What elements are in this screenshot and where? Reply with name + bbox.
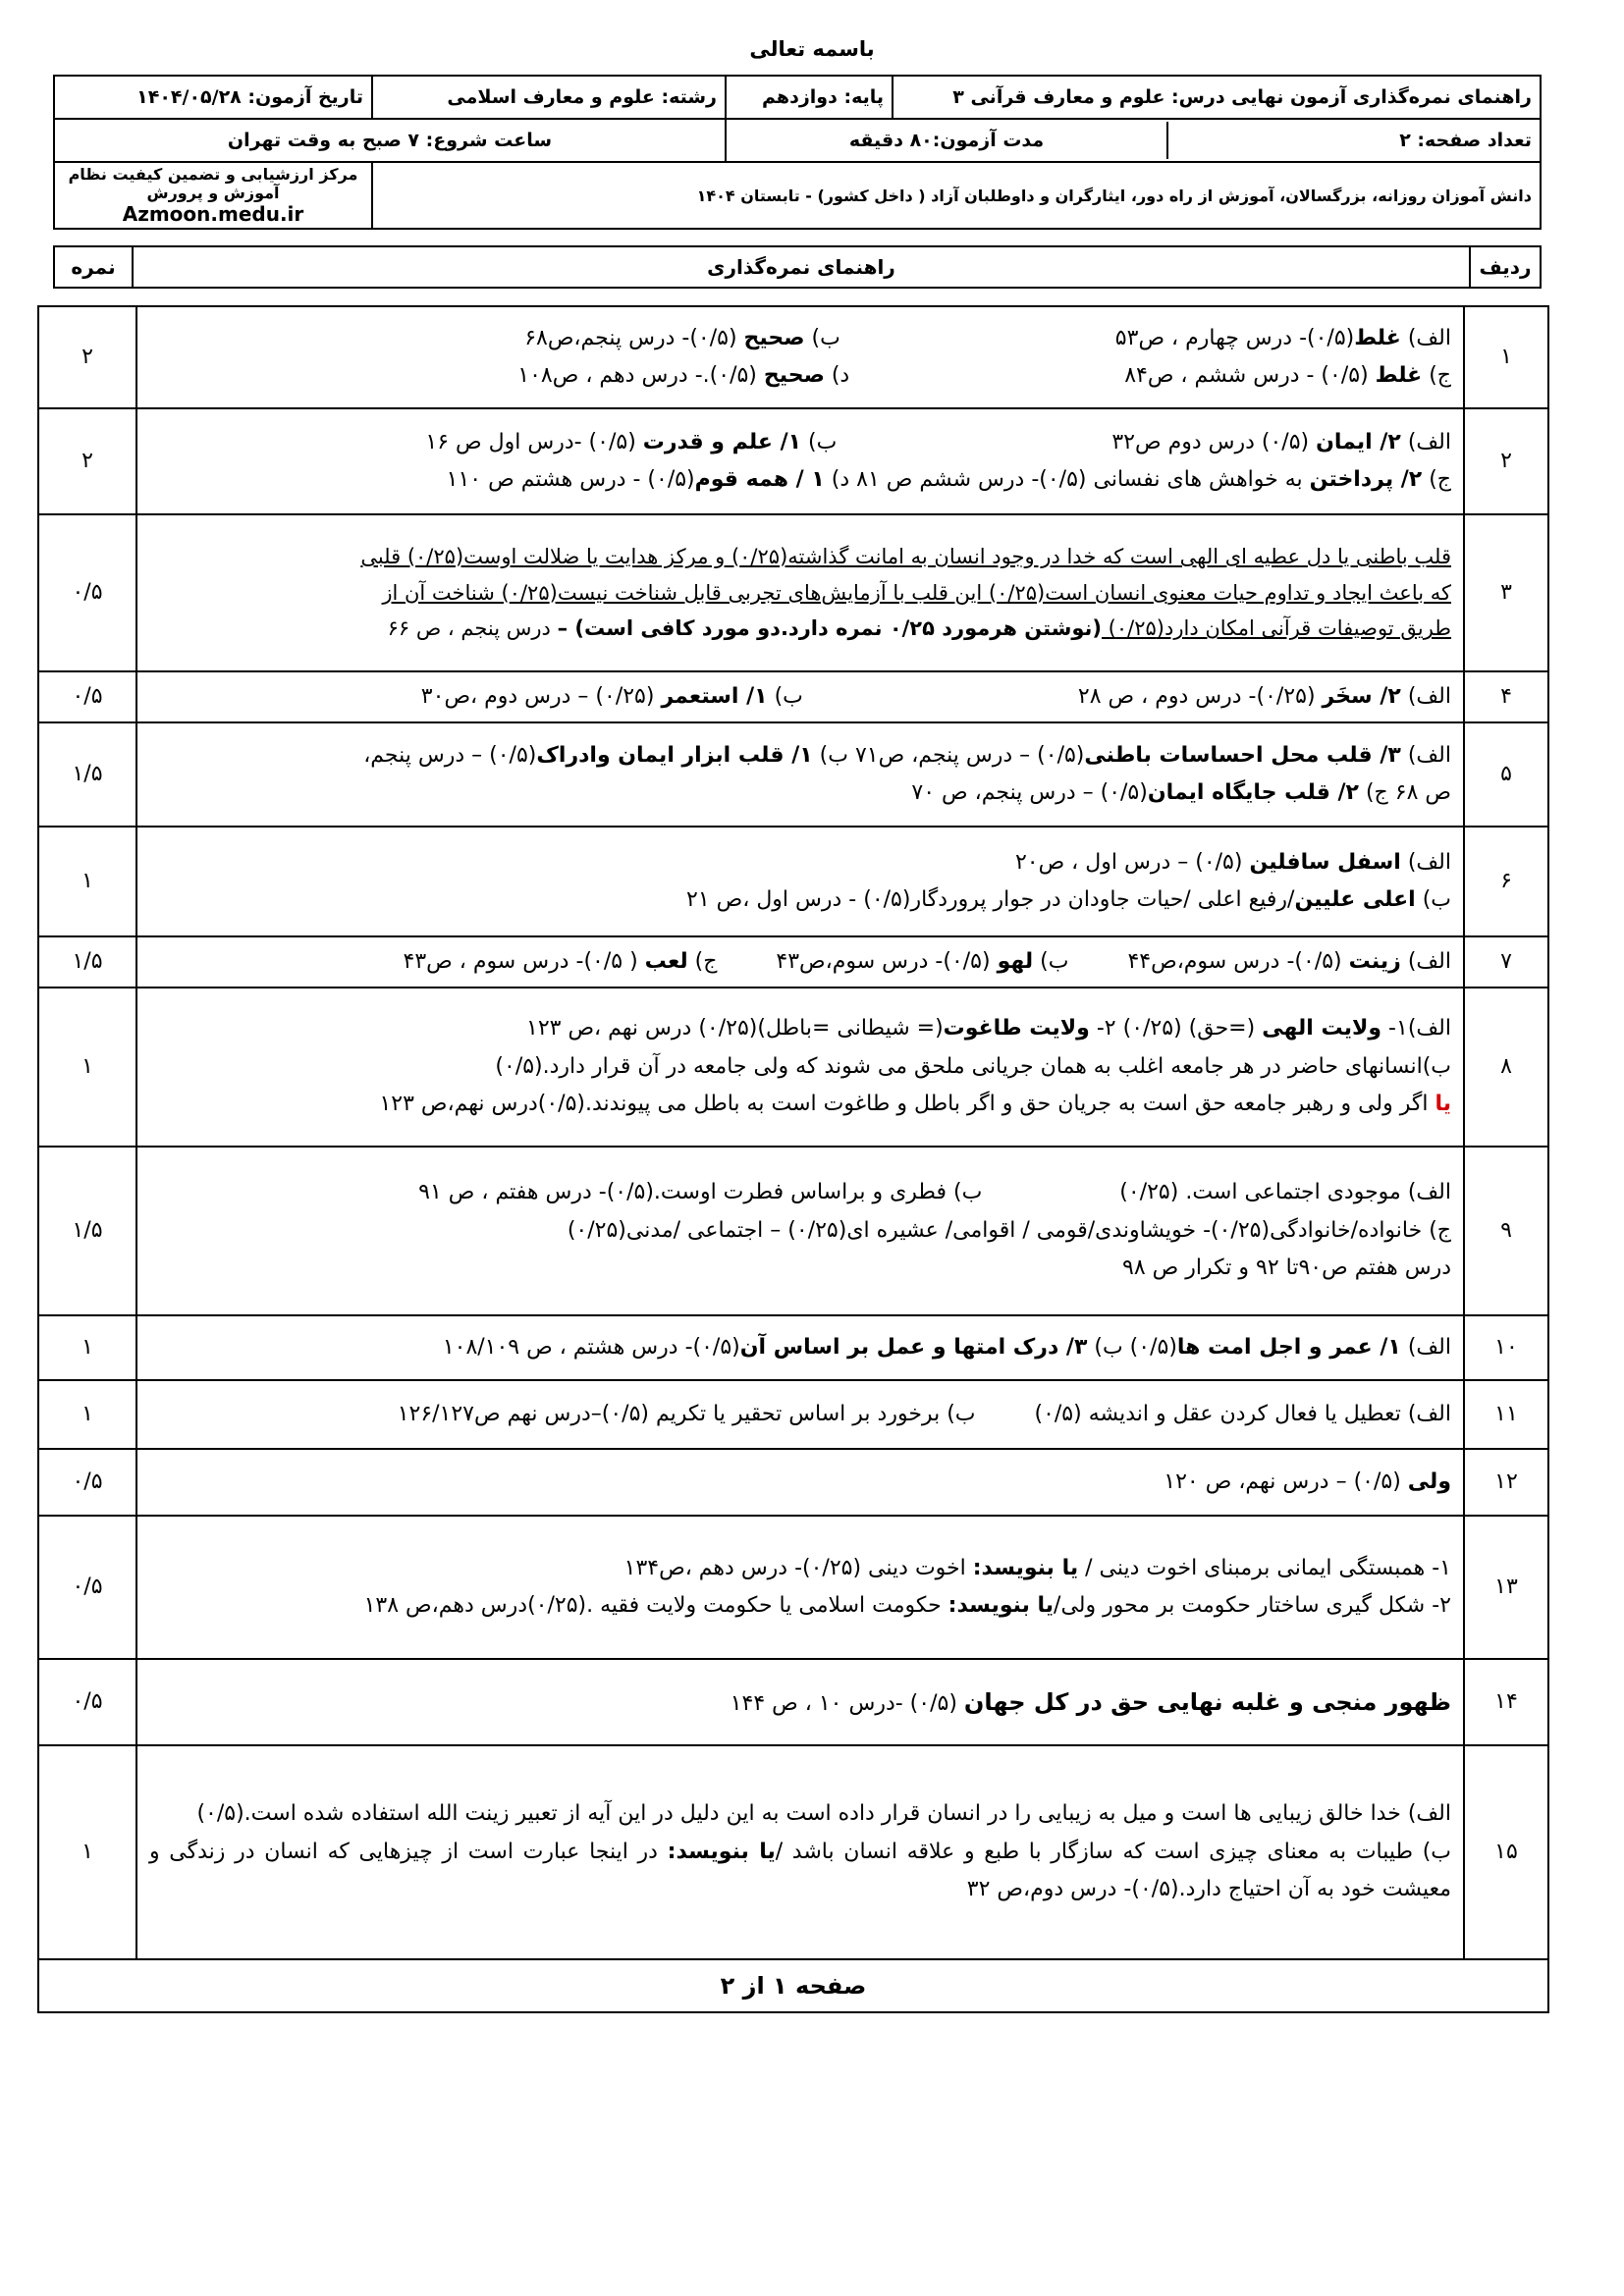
row-score: ۲ [38, 408, 136, 514]
table-row [38, 1315, 1548, 1380]
answer-part: به خواهش های نفسانی (۰/۵)- درس ششم ص ۸۱ [856, 467, 1310, 492]
answer-line [149, 1174, 1451, 1212]
answer-line [149, 1550, 1451, 1588]
center-info [54, 162, 372, 229]
answer-part: (۰/۵) -درس اول ص ۱۶ [425, 429, 643, 454]
answer-part: الف) [1400, 948, 1451, 974]
answer-line [149, 678, 1451, 717]
answer-key: ولایت الهی [1262, 1016, 1382, 1041]
answer-key: ۲/ ایمان [1316, 429, 1401, 454]
answer-part: ب) [767, 683, 803, 709]
row-score: ۱/۵ [38, 1147, 136, 1315]
start-time: ساعت شروع: ۷ صبح به وقت تهران [54, 119, 726, 162]
answer-key: زینت [1348, 948, 1401, 974]
answer-line: الف) خدا خالق زیبایی ها است و میل به زیبایی را در انسان قرار داده است به این دلیل در این آیه از تعبیر زینت الله استفاده شده است.(۰/۵) [196, 1801, 1451, 1827]
row-content [136, 306, 1464, 408]
answer-part: الف) تعطیل یا فعال کردن عقل و اندیشه (۰/۵) [1034, 1401, 1451, 1426]
answer-part: (۰/۵)- درس سوم،ص۴۴ [1127, 948, 1349, 974]
row-content [136, 1745, 1464, 1959]
row-score: ۱/۵ [38, 936, 136, 988]
answer-line [149, 611, 1451, 647]
answer-part: (۰/۵) - درس ششم ، ص۸۴ [1124, 363, 1376, 388]
row-number: ۱۴ [1464, 1659, 1548, 1745]
answer-line: ج) خانواده/خانوادگی(۰/۲۵)- خویشاوندی/قومی / اقوامی/ عشیره ای(۰/۲۵) – اجتماعی /مدنی(۰/۲۵) [567, 1217, 1451, 1243]
answer-key: ظهور منجی و غلبه نهایی حق در کل جهان [963, 1687, 1451, 1716]
table-row [38, 988, 1548, 1147]
row-content [136, 514, 1464, 671]
row-content [136, 1516, 1464, 1659]
answer-line [149, 320, 1451, 358]
answer-part: ب) [801, 429, 838, 454]
guide-title: راهنمای نمره‌گذاری آزمون نهایی درس: علوم و معارف قرآنی ۳ [893, 76, 1541, 119]
answer-line [149, 1464, 1451, 1502]
answer-part: الف) موجودی اجتماعی است. (۰/۲۵) [1119, 1180, 1451, 1205]
answer-key: ولایت طاغوت [943, 1016, 1090, 1041]
answer-key: ولی [1407, 1468, 1451, 1494]
answer-part: (۰/۵) ب) [1087, 1334, 1177, 1360]
row-content [136, 1449, 1464, 1516]
table-row [38, 1147, 1548, 1315]
answer-part: طریق توصیفات قرآنی امکان دارد(۰/۲۵) [1102, 616, 1451, 641]
answer-line [149, 1329, 1451, 1367]
answer-part: (۰/۵)- درس هشتم ، ص ۱۰۸/۱۰۹ [442, 1334, 740, 1360]
row-score: ۱ [38, 1315, 136, 1380]
answer-key: ۱/ علم و قدرت [642, 429, 802, 454]
alternative-marker: یا بنویسد: [972, 1555, 1079, 1580]
answer-key: صحیح [763, 363, 825, 388]
answer-line [149, 881, 1451, 920]
page-footer: صفحه ۱ از ۲ [38, 1959, 1548, 2012]
row-content [136, 1659, 1464, 1745]
answer-part: درس پنجم ، ص ۶۶ [387, 616, 558, 641]
row-score: ۱/۵ [38, 722, 136, 827]
row-score: ۰/۵ [38, 1659, 136, 1745]
row-content [136, 1147, 1464, 1315]
alternative-marker: یا [1435, 1092, 1451, 1117]
alternative-marker: یا بنویسد: [667, 1839, 776, 1864]
answer-part: اخوت دینی (۰/۲۵)- درس دهم ،ص۱۳۴ [623, 1555, 973, 1580]
row-number: ۱۰ [1464, 1315, 1548, 1380]
page-count-label: تعداد صفحه: ۲ [1166, 122, 1540, 159]
table-row [38, 1659, 1548, 1745]
table-row [38, 1745, 1548, 1959]
grade: پایه: دوازدهم [726, 76, 893, 119]
row-score: ۱ [38, 1380, 136, 1449]
row-number: ۹ [1464, 1147, 1548, 1315]
answer-line [149, 1086, 1451, 1124]
answer-key: ۲/ پرداختن [1309, 467, 1423, 492]
row-number: ۱۳ [1464, 1516, 1548, 1659]
answer-part: (۰/۵).- درس دهم ، ص۱۰۸ [517, 363, 764, 388]
col-guide: راهنمای نمره‌گذاری [133, 246, 1470, 288]
answer-key: غلط [1375, 363, 1423, 388]
answer-part: ب) [1415, 887, 1451, 912]
answer-part: ب) [1033, 948, 1069, 974]
answer-line [149, 424, 1451, 462]
exam-header-table [53, 75, 1542, 230]
answer-note: (نوشتن هرمورد ۰/۲۵ نمره دارد.دو مورد کافی است) – [557, 616, 1102, 641]
answer-part: ج) [1422, 467, 1451, 492]
answer-key: صحیح [743, 325, 805, 350]
row-number: ۱۵ [1464, 1745, 1548, 1959]
answer-line [149, 1396, 1451, 1434]
answer-part: (۰/۵)- درس چهارم ، ص۵۳ [1114, 325, 1355, 350]
row-content [136, 671, 1464, 722]
answer-line [149, 943, 1451, 982]
col-score: نمره [54, 246, 133, 288]
answer-part: ۲- شکل گیری ساختار حکومت بر محور ولی/ [1054, 1593, 1451, 1618]
answer-line [149, 461, 1451, 500]
table-row [38, 1380, 1548, 1449]
answer-line [149, 1834, 1451, 1909]
answer-line [149, 774, 1451, 813]
answer-key: اسفل سافلین [1249, 849, 1401, 875]
alternative-marker: یا بنویسد: [947, 1593, 1055, 1618]
duration: مدت آزمون:۸۰ دقیقه [848, 130, 1045, 151]
answer-part: الف) [1400, 683, 1451, 709]
answer-part: حکومت اسلامی یا حکومت ولایت فقیه .(۰/۲۵)درس دهم،ص ۱۳۸ [363, 1593, 948, 1618]
answer-part: ب) برخورد بر اساس تحقیر یا تکریم (۰/۵)–درس نهم ص۱۲۶/۱۲۷ [397, 1401, 976, 1426]
row-content [136, 408, 1464, 514]
answer-line: درس هفتم ص۹۰تا ۹۲ و تکرار ص ۹۸ [1122, 1255, 1451, 1281]
scoring-guide-table [37, 305, 1549, 2013]
answer-part: (۰/۵) – درس پنجم، ص۷۱ ب) [812, 742, 1085, 768]
answer-part: ب) طیبات به معنای چیزی است که سازگار با طبع و علاقه انسان باشد / [775, 1839, 1452, 1864]
answer-part: الف) [1400, 1334, 1451, 1360]
table-row [38, 936, 1548, 988]
table-row [38, 671, 1548, 722]
answer-part: (۰/۵) – درس پنجم، [363, 742, 537, 768]
answer-part: الف) [1400, 429, 1451, 454]
row-content [136, 936, 1464, 988]
answer-part: ج) [687, 948, 718, 974]
row-score: ۰/۵ [38, 514, 136, 671]
row-content [136, 722, 1464, 827]
answer-part: (=حق) (۰/۲۵) ۲- [1089, 1016, 1263, 1041]
table-row [38, 722, 1548, 827]
answer-part: /رفیع اعلی /حیات جاودان در جوار پروردگار(۰/۵) - درس اول ،ص ۲۱ [686, 887, 1295, 912]
row-number: ۸ [1464, 988, 1548, 1147]
answer-line: قلب باطنی یا دل عطیه ای الهی است که خدا در وجود انسان به امانت گذاشته(۰/۲۵) و مرکز هدایت یا ضلالت اوست(۰/۲۵) قلبی [360, 544, 1451, 568]
bismillah: باسمه تعالی [749, 37, 875, 61]
answer-line [149, 1010, 1451, 1048]
row-content [136, 1380, 1464, 1449]
row-number: ۴ [1464, 671, 1548, 722]
answer-line: که باعث ایجاد و تداوم حیات معنوی انسان است(۰/۲۵) این قلب با آزمایش‌های تجربی قابل شناخت نیست(۰/۲۵) شناخت آن از [382, 580, 1451, 605]
answer-line [149, 1682, 1451, 1724]
answer-part: (۰/۵) – درس پنجم، ص ۷۰ [911, 780, 1148, 805]
answer-part: ب) فطری و براساس فطرت اوست.(۰/۵)- درس هفتم ، ص ۹۱ [418, 1180, 983, 1205]
answer-line [149, 737, 1451, 775]
table-row [38, 827, 1548, 936]
answer-part: در اینجا عبارت است از چیزهایی که انسان در زندگی و معیشت خود به آن احتیاج دارد.(۰/۵)- درس دوم،ص ۳۲ [149, 1839, 1451, 1902]
row-content [136, 988, 1464, 1147]
exam-date: تاریخ آزمون: ۱۴۰۴/۰۵/۲۸ [54, 76, 372, 119]
row-score: ۱ [38, 988, 136, 1147]
answer-line [149, 357, 1451, 396]
table-row [38, 1449, 1548, 1516]
row-score: ۰/۵ [38, 1449, 136, 1516]
row-number: ۵ [1464, 722, 1548, 827]
answer-key: ۲/ سخَر [1322, 683, 1401, 709]
answer-part: (۰/۲۵) – درس دوم ،ص۳۰ [420, 683, 662, 709]
answer-key: ۱/ استعمر [661, 683, 768, 709]
answer-part: د) [824, 467, 857, 492]
answer-part: اگر ولی و رهبر جامعه حق است به جریان حق و اگر باطل و طاغوت است به باطل می پیوندند.(۰/۵)درس نهم،ص ۱۲۳ [379, 1092, 1435, 1117]
row-number: ۱ [1464, 306, 1548, 408]
row-content [136, 827, 1464, 936]
table-row [38, 514, 1548, 671]
row-number: ۱۱ [1464, 1380, 1548, 1449]
answer-part: (۰/۵)- درس پنجم،ص۶۸ [524, 325, 744, 350]
answer-part: (۰/۵) – درس نهم، ص ۱۲۰ [1164, 1468, 1408, 1494]
row-score: ۰/۵ [38, 1516, 136, 1659]
answer-line [149, 844, 1451, 882]
col-row: ردیف [1470, 246, 1541, 288]
answer-part: (۰/۵) -درس ۱۰ ، ص ۱۴۴ [730, 1690, 964, 1716]
answer-part: ( ۰/۵)- درس سوم ، ص۴۳ [403, 948, 645, 974]
answer-key: ۱ / همه قوم [694, 467, 825, 492]
website: Azmoon.medu.ir [122, 202, 304, 226]
center-name: مرکز ارزشیابی و تضمین کیفیت نظام آموزش و پرورش [68, 165, 358, 202]
answer-key: ۳/ قلب محل احساسات باطنی [1084, 742, 1401, 768]
row-number: ۳ [1464, 514, 1548, 671]
answer-part: (۰/۲۵)- درس دوم ، ص ۲۸ [1077, 683, 1323, 709]
answer-part: الف) [1400, 849, 1451, 875]
answer-line [149, 1587, 1451, 1626]
answer-part: ص ۶۸ ج) [1358, 780, 1451, 805]
answer-key: اعلی علیین [1294, 887, 1416, 912]
answer-part: (۰/۵) - درس هشتم ص ۱۱۰ [446, 467, 695, 492]
answer-part: الف) [1400, 325, 1451, 350]
answer-line: ب)انسانهای حاضر در هر جامعه اغلب به همان جریانی ملحق می شوند که ولی جامعه در آن قرار دارد.(۰/۵) [495, 1053, 1451, 1079]
answer-key: لهو [997, 948, 1034, 974]
answer-key: ۳/ درک امتها و عمل بر اساس آن [739, 1334, 1088, 1360]
row-score: ۱ [38, 1745, 136, 1959]
answer-part: (۰/۵) درس دوم ص۳۲ [1111, 429, 1317, 454]
field: رشته: علوم و معارف اسلامی [372, 76, 726, 119]
row-number: ۱۲ [1464, 1449, 1548, 1516]
answer-part: ۱- همبستگی ایمانی برمبنای اخوت دینی / [1078, 1555, 1451, 1580]
row-number: ۲ [1464, 408, 1548, 514]
row-score: ۱ [38, 827, 136, 936]
row-score: ۲ [38, 306, 136, 408]
row-number: ۶ [1464, 827, 1548, 936]
column-header-table [53, 245, 1542, 289]
answer-part: (= شیطانی =باطل)(۰/۲۵) درس نهم ،ص ۱۲۳ [526, 1016, 944, 1041]
table-row [38, 306, 1548, 408]
row-content [136, 1315, 1464, 1380]
answer-part: الف) [1400, 742, 1451, 768]
answer-key: ۱/ قلب ابزار ایمان وادراک [536, 742, 813, 768]
answer-part: ب) [804, 325, 840, 350]
answer-part: د) [824, 363, 850, 388]
answer-key: غلط [1354, 325, 1401, 350]
answer-key: ۲/ قلب جایگاه ایمان [1147, 780, 1359, 805]
row-score: ۰/۵ [38, 671, 136, 722]
answer-key: ۱/ عمر و اجل امت ها [1176, 1334, 1401, 1360]
answer-part: (۰/۵) – درس اول ، ص۲۰ [1014, 849, 1250, 875]
answer-part: الف)۱- [1381, 1016, 1451, 1041]
table-row [38, 1516, 1548, 1659]
table-row [38, 408, 1548, 514]
answer-part: ج) [1422, 363, 1451, 388]
students-info: دانش آموزان روزانه، بزرگسالان، آموزش از راه دور، ایثارگران و داوطلبان آزاد ( داخل کشور) - تابستان ۱۴۰۴ [372, 162, 1541, 229]
row-number: ۷ [1464, 936, 1548, 988]
answer-key: لعب [644, 948, 688, 974]
page-count [726, 119, 1541, 162]
answer-part: (۰/۵)- درس سوم،ص۴۳ [776, 948, 998, 974]
footer-row [38, 1959, 1548, 2012]
